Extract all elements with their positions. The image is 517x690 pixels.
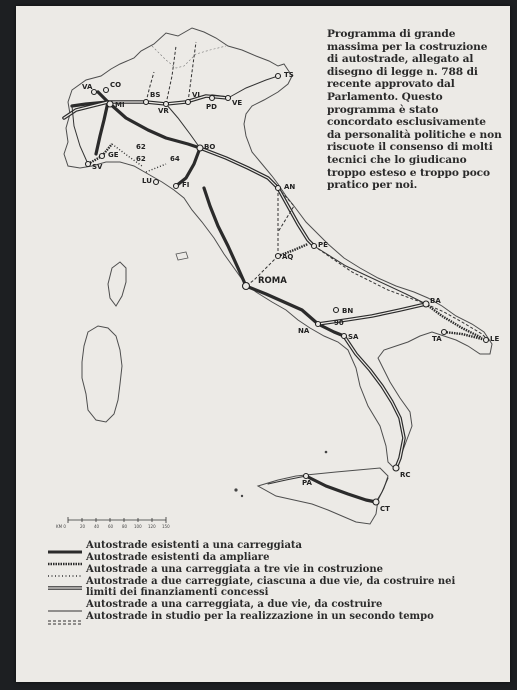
city-label-pa: PA <box>302 479 312 487</box>
marker-bo <box>197 145 203 151</box>
city-label-ge: GE <box>108 151 119 159</box>
city-label-aq: AQ <box>282 253 294 261</box>
legend-item <box>46 611 486 622</box>
city-label-lu: LU <box>142 177 152 185</box>
sicily-coastline <box>258 468 388 524</box>
marker-na <box>316 322 321 327</box>
marker-ta <box>442 330 447 335</box>
scale-tick-label: 20 <box>80 524 86 529</box>
route-vr-north <box>166 46 176 104</box>
marker-fi <box>174 184 179 189</box>
marker-ve <box>226 96 231 101</box>
legend-item <box>46 576 486 598</box>
scale-tick-label: 100 <box>134 524 142 529</box>
route-sa-rc-inner <box>344 333 404 468</box>
marker-roma <box>243 283 250 290</box>
legend-label: Autostrade in studio per la realizzazione in un secondo tempo <box>86 611 434 622</box>
city-label-rc: RC <box>400 471 411 479</box>
book-page <box>16 6 510 682</box>
route-ct-north <box>376 478 388 502</box>
marker-rc <box>393 465 399 471</box>
marker-an <box>276 186 281 191</box>
marker-sv <box>86 162 91 167</box>
city-label-va: VA <box>82 83 93 91</box>
city-label-ve: VE <box>232 99 243 107</box>
city-label-pd: PD <box>206 103 217 111</box>
route-fi-roma <box>204 188 246 286</box>
city-label-fi: FI <box>182 181 190 189</box>
map-caption: Programma di grande massima per la costruzione di autostrade, allegato al disegno di legge n. 788 di recente approvato dal Parlamento. Questo programma è stato concordato esclusivamente da personalità politiche e non riscuote il consenso di molti tecnici che lo giudicano troppo esteso e troppo poco pratico per noi. <box>327 28 502 192</box>
legend-label: Autostrade a una carreggiata a tre vie in costruzione <box>86 564 383 575</box>
route-roma-na <box>246 286 318 324</box>
city-label-pe: PE <box>318 241 328 249</box>
marker-ts <box>276 74 281 79</box>
route-number-62b: 62 <box>136 155 146 163</box>
marker-lu <box>154 180 159 185</box>
city-label-ts: TS <box>284 71 294 79</box>
map-legend <box>46 540 486 623</box>
marker-pe <box>312 244 317 249</box>
city-label-na: NA <box>298 327 310 335</box>
marker-le <box>484 338 489 343</box>
city-label-bs: BS <box>150 91 161 99</box>
scale-tick-label: 80 <box>122 524 128 529</box>
marker-vi <box>186 100 191 105</box>
legend-item <box>46 599 486 610</box>
route-pe-ba-coast <box>314 246 426 304</box>
sardinia-coastline <box>82 326 122 422</box>
island-dot <box>325 451 328 454</box>
marker-bn <box>334 308 339 313</box>
marker-ct <box>373 499 379 505</box>
scale-tick-label: KM 0 <box>56 524 66 529</box>
legend-label: Autostrade esistenti a una carreggiata <box>86 540 303 551</box>
marker-aq <box>276 254 281 259</box>
island-dot <box>234 488 237 491</box>
city-label-sv: SV <box>92 163 103 171</box>
route-pa-west <box>268 476 306 484</box>
corsica-coastline <box>108 262 126 306</box>
city-label-an: AN <box>284 183 296 191</box>
marker-sa <box>342 334 347 339</box>
city-label-ta: TA <box>432 335 442 343</box>
scale-tick-label: 150 <box>162 524 170 529</box>
legend-label: Autostrade a due carreggiate, ciascuna a due vie, da costruire nei limiti dei finanziamenti concessi <box>86 576 456 598</box>
route-sa-rc <box>344 333 404 468</box>
city-label-mi: MI <box>115 101 125 109</box>
scale-bar <box>68 517 166 523</box>
city-label-co: CO <box>110 81 122 89</box>
city-label-ba: BA <box>430 297 441 305</box>
legend-label: Autostrade a una carreggiata, a due vie, da costruire <box>86 599 383 610</box>
marker-co <box>104 88 109 93</box>
marker-ge <box>100 154 105 159</box>
route-pa-ct <box>306 476 376 502</box>
city-label-sa: SA <box>348 333 359 341</box>
route-bo-an <box>200 148 278 188</box>
legend-item <box>46 552 486 563</box>
route-to-sv <box>72 106 88 164</box>
marker-pd <box>210 96 215 101</box>
route-number-62a: 62 <box>136 143 146 151</box>
city-label-bo: BO <box>204 143 216 151</box>
elba-island <box>176 252 188 260</box>
route-mi-va <box>98 92 108 102</box>
route-ve-ts <box>228 76 278 98</box>
city-label-vi: VI <box>192 91 201 99</box>
city-label-vr: VR <box>158 107 169 115</box>
route-mi-ge <box>96 102 108 154</box>
scale-tick-label: 120 <box>148 524 156 529</box>
marker-bs <box>144 100 149 105</box>
marker-vr <box>164 102 169 107</box>
city-label-ct: CT <box>380 505 390 513</box>
route-lu-coast <box>146 164 166 172</box>
legend-item <box>46 564 486 575</box>
city-label-bn: BN <box>342 307 354 315</box>
marker-ba <box>423 301 429 307</box>
route-number-90: 90 <box>334 319 344 327</box>
city-label-roma: ROMA <box>258 276 287 286</box>
route-number-64: 64 <box>170 155 180 163</box>
island-dot <box>241 495 243 497</box>
legend-item <box>46 540 486 551</box>
marker-pa <box>304 474 309 479</box>
north-border <box>152 46 226 68</box>
marker-mi <box>107 101 113 107</box>
legend-label: Autostrade esistenti da ampliare <box>86 552 270 563</box>
scale-tick-label: 60 <box>108 524 114 529</box>
scale-tick-label: 40 <box>94 524 100 529</box>
city-label-le: LE <box>490 335 500 343</box>
